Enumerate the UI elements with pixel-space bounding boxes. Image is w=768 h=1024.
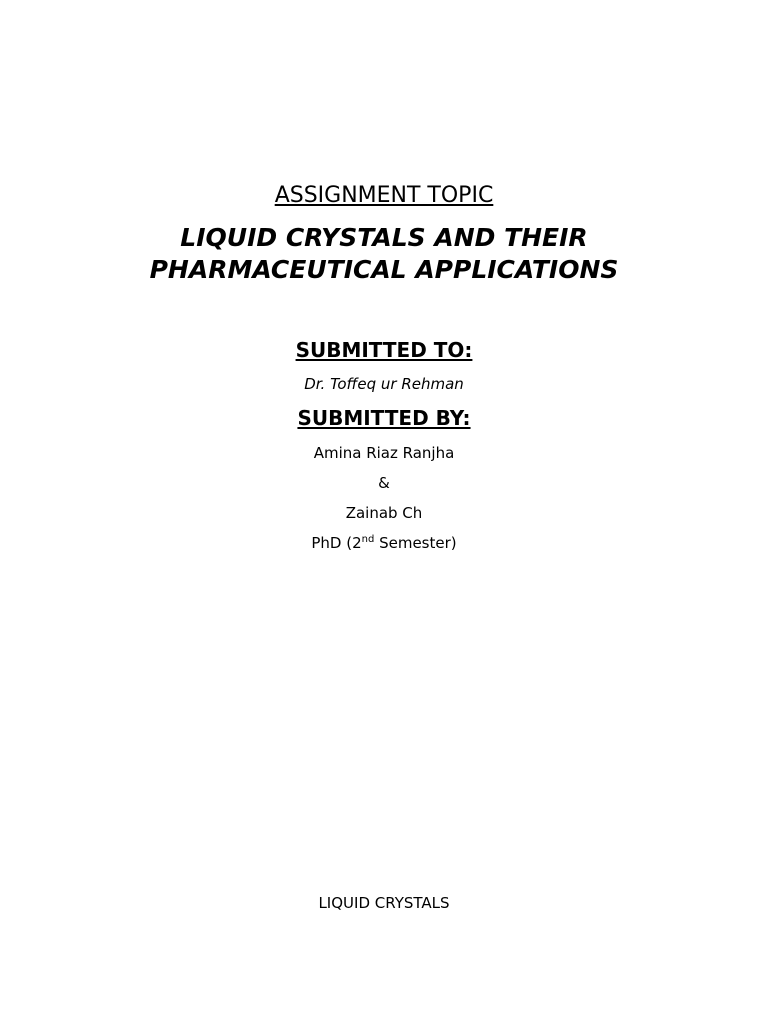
degree-line [0,533,768,553]
degree-suffix: Semester) [374,534,457,552]
document-title [0,222,768,286]
document-title-line-2: PHARMACEUTICAL APPLICATIONS [149,255,619,284]
author-name-2: Zainab Ch [345,504,423,522]
supervisor-name: Dr. Toffeq ur Rehman [304,375,464,393]
document-title-line-1: LIQUID CRYSTALS AND THEIR [180,223,588,252]
submitted-to-heading: SUBMITTED TO: [295,338,473,362]
page-footer: LIQUID CRYSTALS [318,894,450,912]
author-name-1: Amina Riaz Ranjha [313,444,455,462]
author-separator: & [378,474,390,492]
submitted-by-heading: SUBMITTED BY: [297,406,471,430]
degree-superscript: nd [361,534,375,545]
assignment-topic-heading: ASSIGNMENT TOPIC [274,183,494,208]
degree-prefix: PhD (2 [311,534,362,552]
